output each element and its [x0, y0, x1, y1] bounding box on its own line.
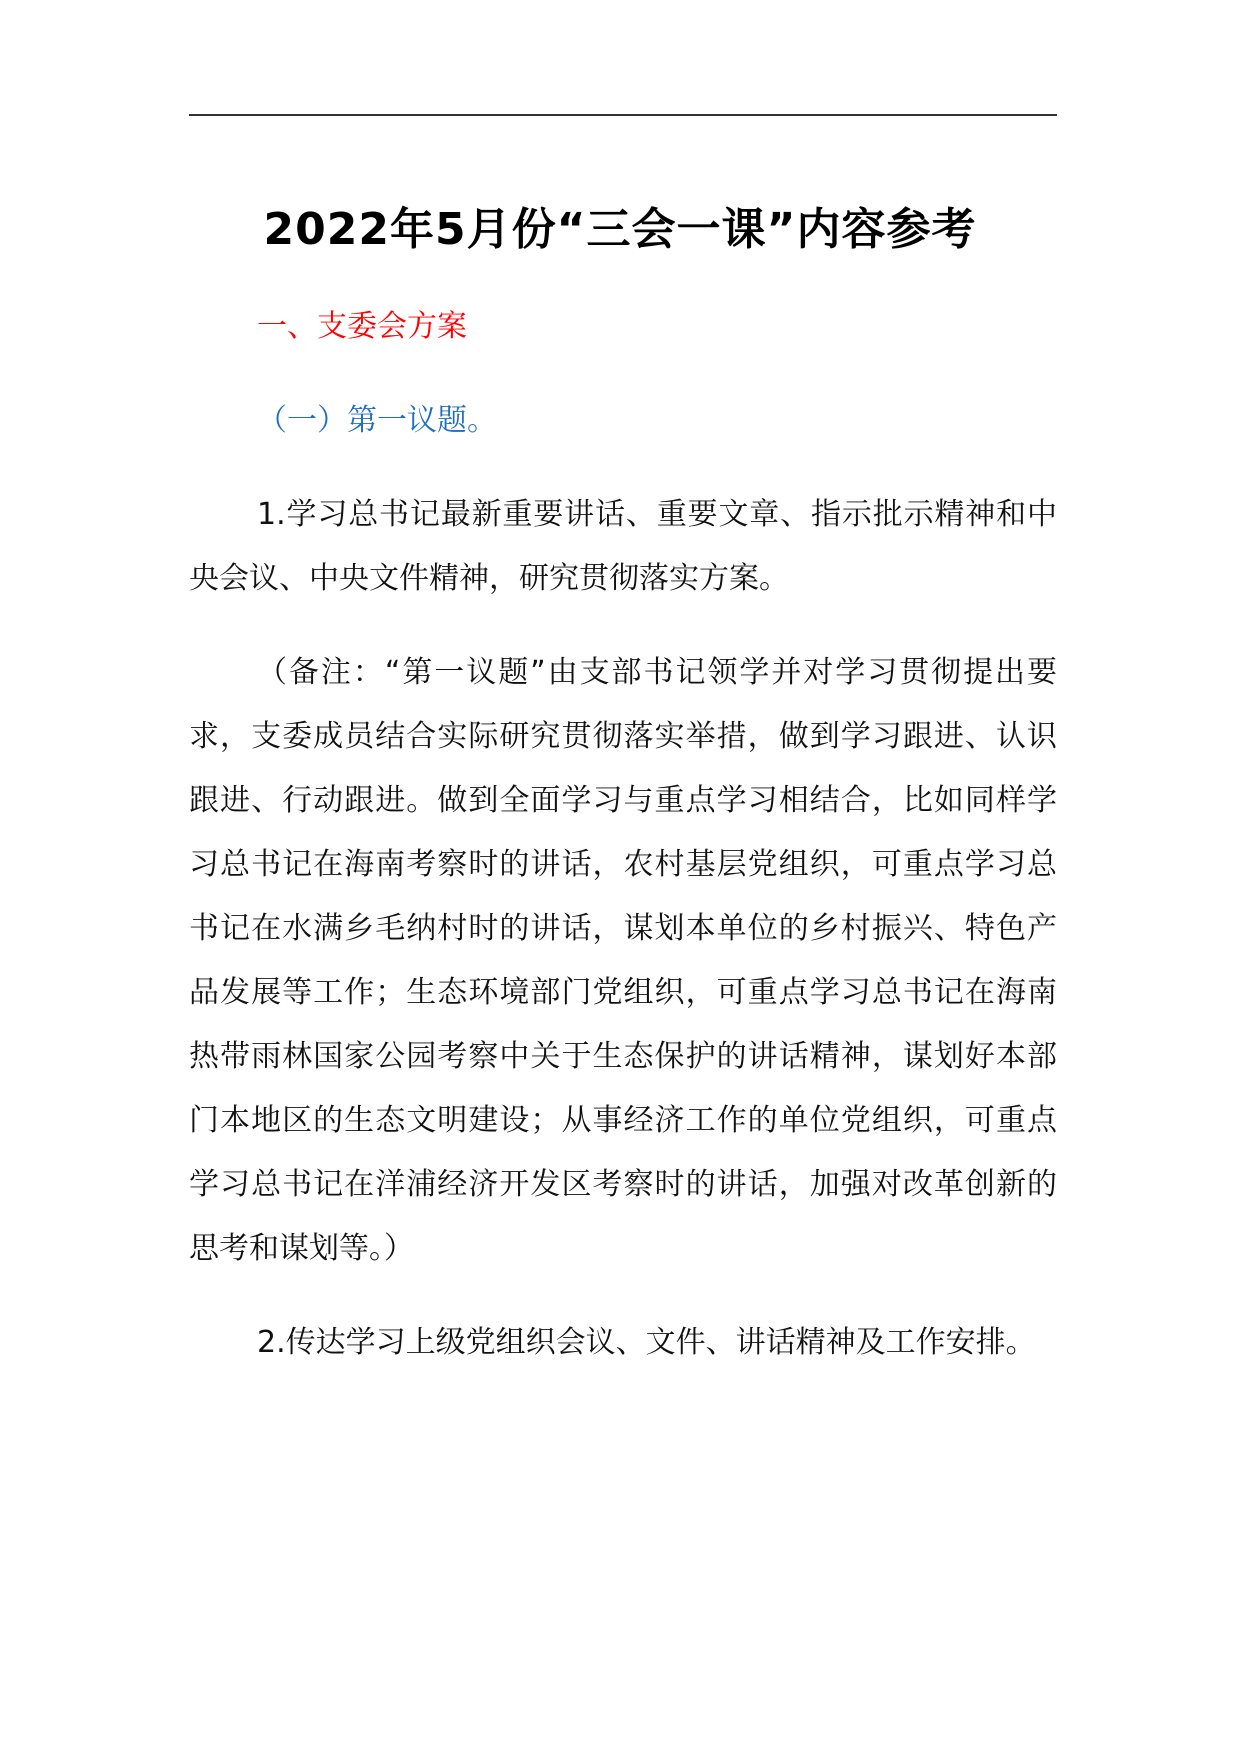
- subsection-heading: （一）第一议题。: [257, 403, 497, 438]
- document-body: [189, 295, 1057, 1405]
- paragraph-note: （备注：“第一议题”由支部书记领学并对学习贯彻提出要求，支委成员结合实际研究贯彻落实举措，做到学习跟进、认识跟进、行动跟进。做到全面学习与重点学习相结合，比如同样学习总书记在海南考察时的讲话，农村基层党组织，可重点学习总书记在水满乡毛纳村时的讲话，谋划本单位的乡村振兴、特色产品发展等工作；生态环境部门党组织，可重点学习总书记在海南热带雨林国家公园考察中关于生态保护的讲话精神，谋划好本部门本地区的生态文明建设；从事经济工作的单位党组织，可重点学习总书记在洋浦经济开发区考察时的讲话，加强对改革创新的思考和谋划等。）: [189, 655, 1057, 1266]
- section-heading: 一、支委会方案: [257, 309, 467, 344]
- paragraph-item-2: 2.传达学习上级党组织会议、文件、讲话精神及工作安排。: [257, 1325, 1036, 1360]
- paragraph-item-1: 1.学习总书记最新重要讲话、重要文章、指示批示精神和中央会议、中央文件精神，研究贯彻落实方案。: [189, 497, 1057, 596]
- document-title: 2022年5月份“三会一课”内容参考: [263, 204, 977, 255]
- header-rule: [189, 114, 1057, 116]
